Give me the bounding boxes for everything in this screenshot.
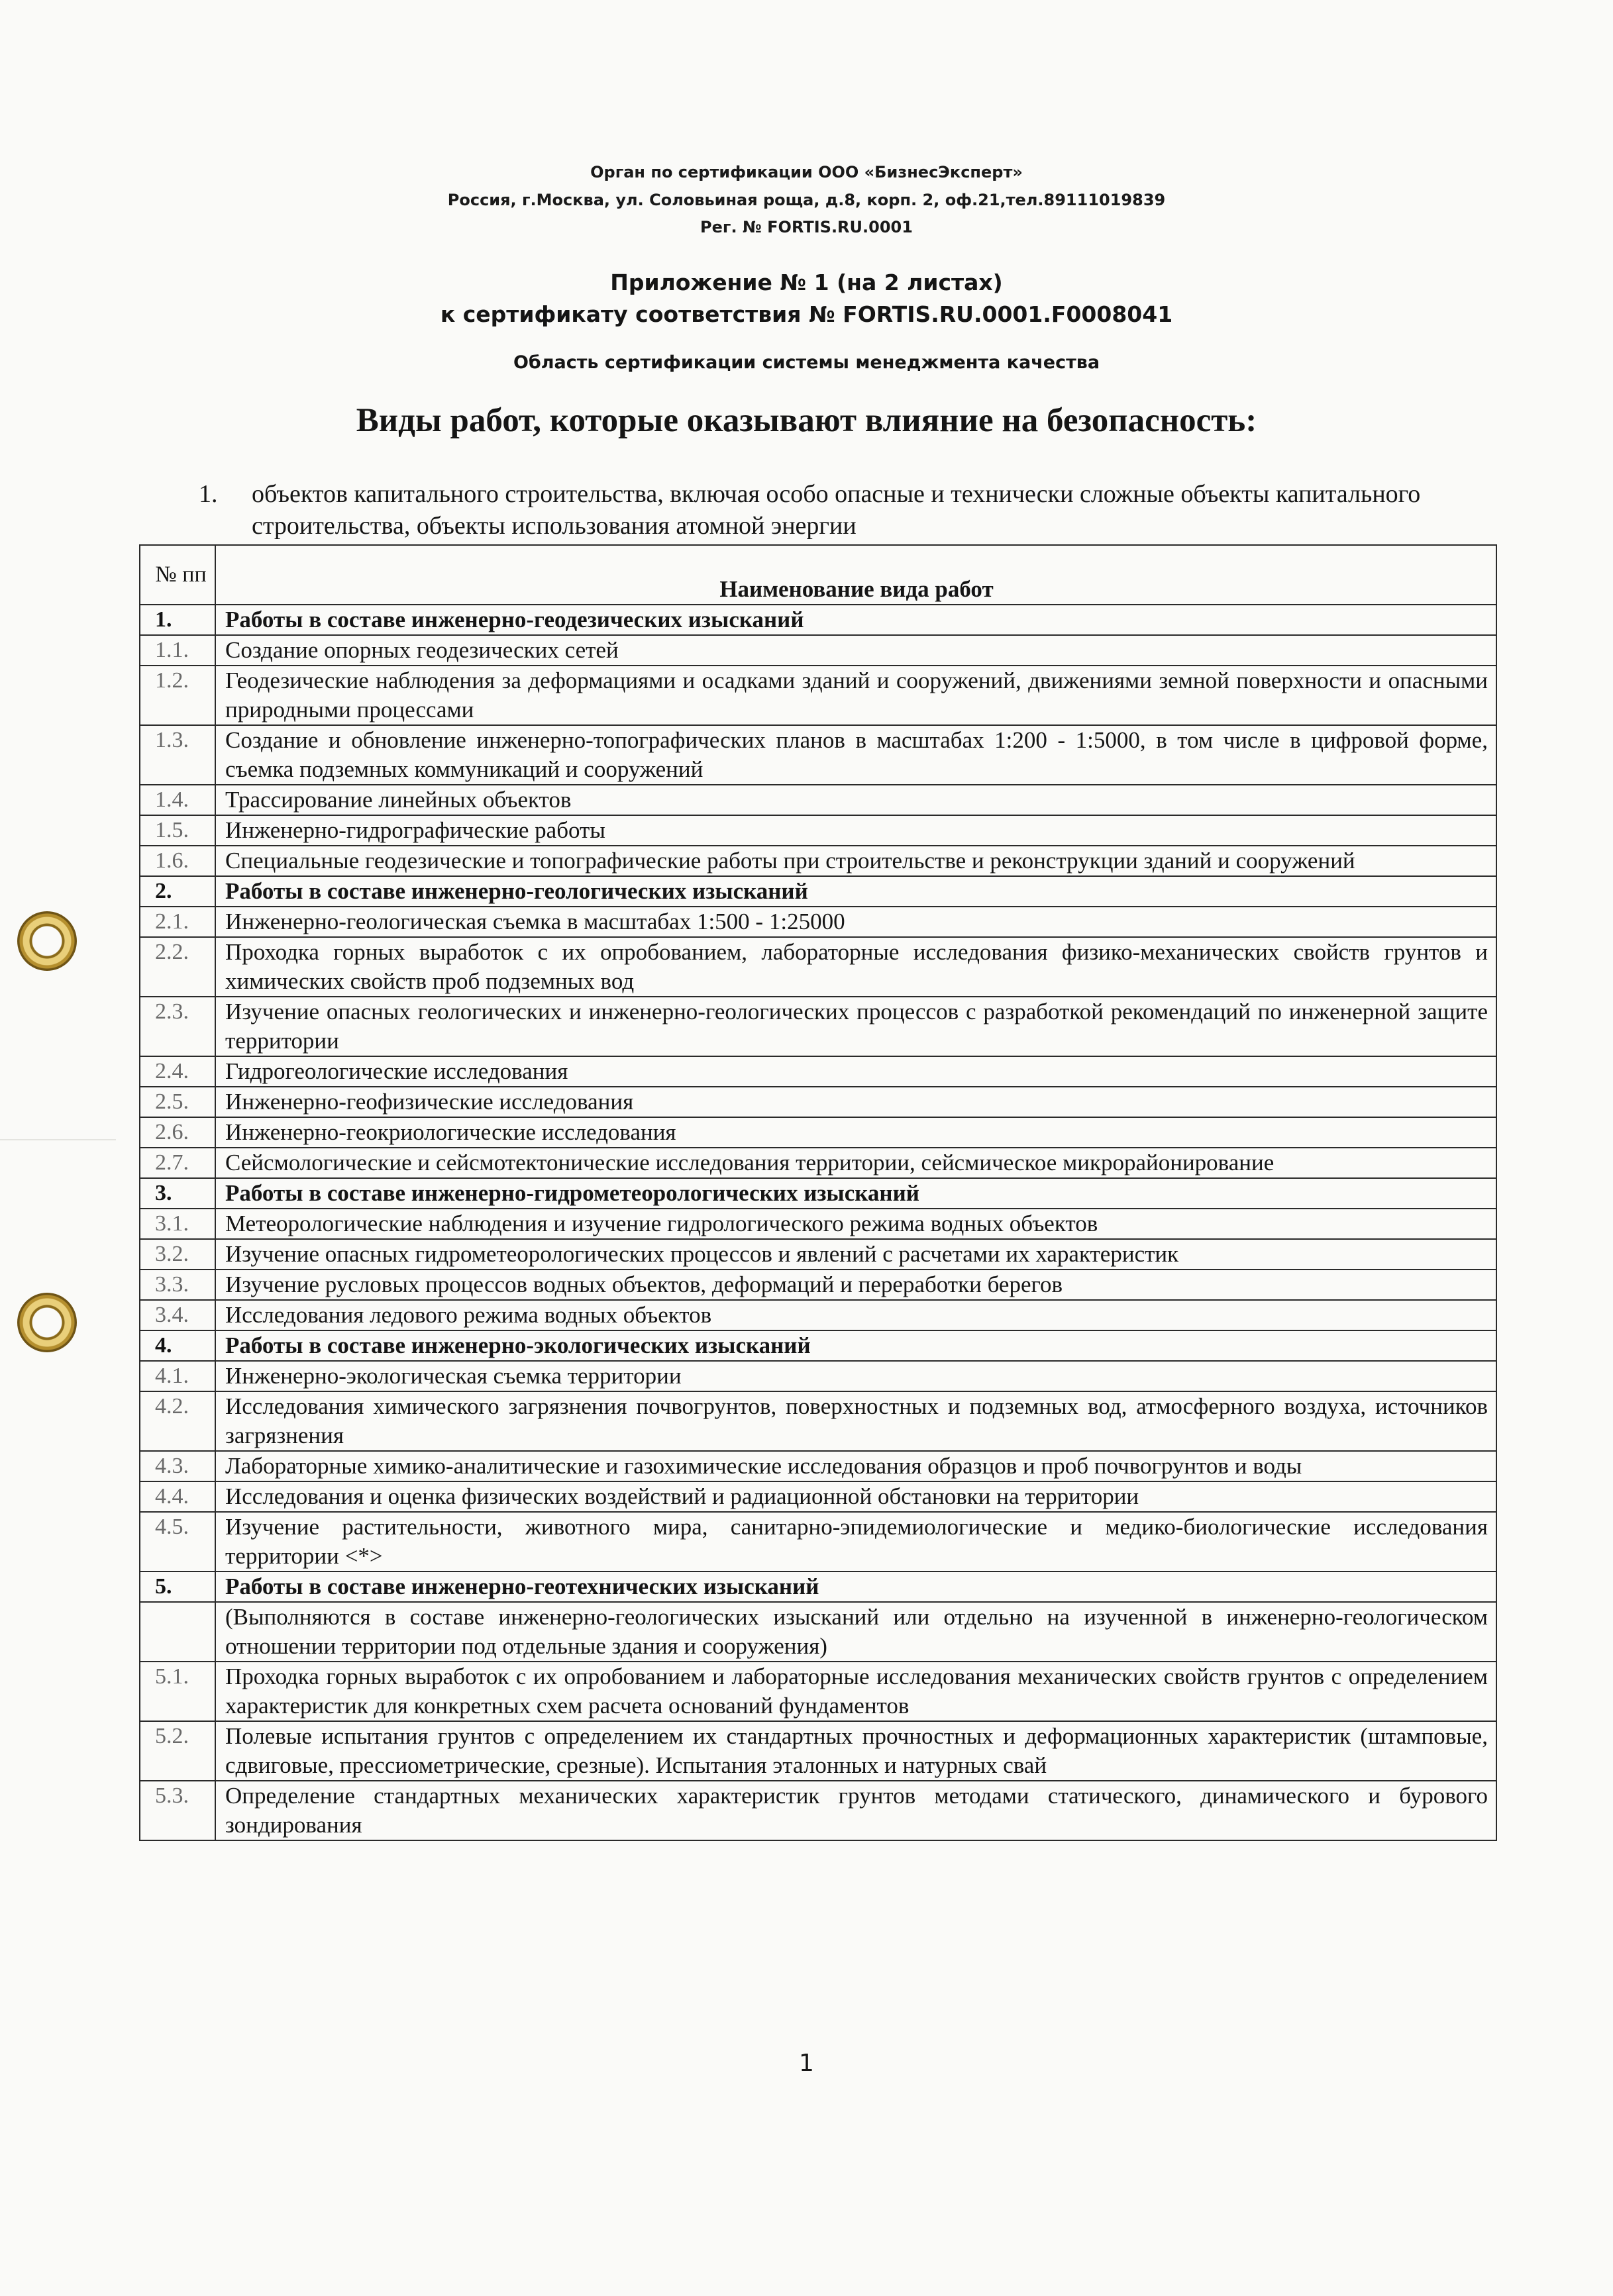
row-work-name: Инженерно-гидрографические работы — [215, 815, 1496, 846]
table-section-row — [140, 1330, 1496, 1361]
table-row — [140, 815, 1496, 846]
row-work-name: Специальные геодезические и топографические работы при строительстве и реконструкции зданий и сооружений — [215, 846, 1496, 876]
row-number: 3.1. — [140, 1209, 215, 1239]
row-number: 1.4. — [140, 785, 215, 815]
row-work-name: Инженерно-геокриологические исследования — [215, 1117, 1496, 1148]
row-work-name: Работы в составе инженерно-гидрометеорологических изысканий — [215, 1178, 1496, 1209]
row-number: 3.3. — [140, 1270, 215, 1300]
row-number: 1.2. — [140, 666, 215, 725]
row-number: 5. — [140, 1572, 215, 1602]
registration-number: Рег. № FORTIS.RU.0001 — [700, 218, 913, 236]
row-number: 4.3. — [140, 1451, 215, 1481]
row-number: 5.1. — [140, 1662, 215, 1721]
table-row — [140, 1148, 1496, 1178]
table-row — [140, 1270, 1496, 1300]
table-row — [140, 1481, 1496, 1512]
row-number: 4.2. — [140, 1391, 215, 1451]
certification-area-title: Область сертификации системы менеджмента качества — [513, 352, 1100, 373]
row-number: 2.5. — [140, 1087, 215, 1117]
row-work-name: Сейсмологические и сейсмотектонические исследования территории, сейсмическое микрорайонирование — [215, 1148, 1496, 1178]
table-header-row — [140, 545, 1496, 605]
list-item-text: объектов капитального строительства, включая особо опасные и технически сложные объекты капитального строительства, объекты использования атомной энергии — [252, 480, 1421, 540]
row-work-name: Определение стандартных механических характеристик грунтов методами статического, динамического и бурового зондирования — [215, 1781, 1496, 1840]
row-work-name: Инженерно-геологическая съемка в масштабах 1:500 - 1:25000 — [215, 907, 1496, 937]
row-work-name: Исследования и оценка физических воздействий и радиационной обстановки на территории — [215, 1481, 1496, 1512]
row-work-name: Изучение опасных геологических и инженерно-геологических процессов с разработкой рекомендаций по инженерной защите территории — [215, 997, 1496, 1056]
row-number: 3.2. — [140, 1239, 215, 1270]
table-row — [140, 1451, 1496, 1481]
row-number: 3.4. — [140, 1300, 215, 1330]
works-table — [139, 544, 1497, 1841]
row-work-name: Инженерно-геофизические исследования — [215, 1087, 1496, 1117]
page-number: 1 — [799, 2050, 814, 2077]
table-row — [140, 907, 1496, 937]
row-work-name: Трассирование линейных объектов — [215, 785, 1496, 815]
row-number: 2.2. — [140, 937, 215, 997]
row-work-name: Проходка горных выработок с их опробованием, лабораторные исследования физико-механических свойств грунтов и химических свойств проб подземных вод — [215, 937, 1496, 997]
row-number: 1.6. — [140, 846, 215, 876]
table-section-row — [140, 605, 1496, 635]
fold-line — [0, 1139, 116, 1140]
row-number: 2.3. — [140, 997, 215, 1056]
table-row — [140, 1721, 1496, 1781]
table-row — [140, 1087, 1496, 1117]
row-number: 2.6. — [140, 1117, 215, 1148]
row-number: 1.3. — [140, 725, 215, 785]
row-work-name: Исследования химического загрязнения почвогрунтов, поверхностных и подземных вод, атмосферного воздуха, источников загрязнения — [215, 1391, 1496, 1451]
row-work-name: Инженерно-экологическая съемка территории — [215, 1361, 1496, 1391]
row-work-name: Работы в составе инженерно-геологических изысканий — [215, 876, 1496, 907]
row-work-name: Геодезические наблюдения за деформациями и осадками зданий и сооружений, движениями земной поверхности и опасными природными процессами — [215, 666, 1496, 725]
row-work-name: Лабораторные химико-аналитические и газохимические исследования образцов и проб почвогрунтов и воды — [215, 1451, 1496, 1481]
row-work-name: Работы в составе инженерно-геодезических изысканий — [215, 605, 1496, 635]
row-number: 5.3. — [140, 1781, 215, 1840]
row-number: 4.1. — [140, 1361, 215, 1391]
row-number: 4.4. — [140, 1481, 215, 1512]
page-title: Виды работ, которые оказывают влияние на безопасность: — [356, 402, 1257, 439]
row-work-name: Изучение русловых процессов водных объектов, деформаций и переработки берегов — [215, 1270, 1496, 1300]
table-row — [140, 1056, 1496, 1087]
annex-certificate-ref: к сертификату соответствия № FORTIS.RU.0001.F0008041 — [440, 301, 1173, 327]
row-number: 4.5. — [140, 1512, 215, 1572]
column-header-number: № пп — [140, 545, 215, 605]
table-section-row — [140, 876, 1496, 907]
row-work-name: Гидрогеологические исследования — [215, 1056, 1496, 1087]
table-row — [140, 1300, 1496, 1330]
table-row — [140, 785, 1496, 815]
table-row — [140, 1781, 1496, 1840]
row-number: 3. — [140, 1178, 215, 1209]
row-work-name: Исследования ледового режима водных объектов — [215, 1300, 1496, 1330]
table-row — [140, 1117, 1496, 1148]
table-row — [140, 1361, 1496, 1391]
row-work-name: Изучение опасных гидрометеорологических процессов и явлений с расчетами их характеристик — [215, 1239, 1496, 1270]
table-row — [140, 1512, 1496, 1572]
list-item-number: 1. — [199, 480, 218, 508]
row-number: 4. — [140, 1330, 215, 1361]
annex-title: Приложение № 1 (на 2 листах) — [610, 270, 1003, 295]
row-number: 2.7. — [140, 1148, 215, 1178]
row-work-name: Работы в составе инженерно-геотехнических изысканий — [215, 1572, 1496, 1602]
row-number: 1.5. — [140, 815, 215, 846]
row-number: 1.1. — [140, 635, 215, 666]
row-work-name: (Выполняются в составе инженерно-геологических изысканий или отдельно на изученной в инженерно-геологическом отношении территории под отдельные здания и сооружения) — [215, 1602, 1496, 1662]
certification-body-name: Орган по сертификации ООО «БизнесЭксперт» — [590, 163, 1023, 181]
row-work-name: Метеорологические наблюдения и изучение гидрологического режима водных объектов — [215, 1209, 1496, 1239]
row-work-name: Проходка горных выработок с их опробованием и лабораторные исследования механических свойств грунтов с определением характеристик для конкретных схем расчета оснований фундаментов — [215, 1662, 1496, 1721]
table-row — [140, 937, 1496, 997]
certification-body-address: Россия, г.Москва, ул. Соловьиная роща, д.8, корп. 2, оф.21,тел.89111019839 — [447, 191, 1166, 209]
table-row — [140, 635, 1496, 666]
table-row — [140, 1209, 1496, 1239]
row-number: 2.1. — [140, 907, 215, 937]
table-row — [140, 1239, 1496, 1270]
column-header-name: Наименование вида работ — [215, 545, 1496, 605]
table-row — [140, 1662, 1496, 1721]
row-work-name: Создание опорных геодезических сетей — [215, 635, 1496, 666]
binding-grommet — [17, 911, 77, 971]
binding-grommet — [17, 1293, 77, 1352]
row-work-name: Создание и обновление инженерно-топографических планов в масштабах 1:200 - 1:5000, в том числе в цифровой форме, съемка подземных коммуникаций и сооружений — [215, 725, 1496, 785]
row-work-name: Работы в составе инженерно-экологических изысканий — [215, 1330, 1496, 1361]
table-row — [140, 1391, 1496, 1451]
row-work-name: Изучение растительности, животного мира, санитарно-эпидемиологические и медико-биологические исследования территории <*> — [215, 1512, 1496, 1572]
row-number: 5.2. — [140, 1721, 215, 1781]
table-row — [140, 1602, 1496, 1662]
row-number: 2.4. — [140, 1056, 215, 1087]
table-row — [140, 846, 1496, 876]
row-number — [140, 1602, 215, 1662]
table-row — [140, 725, 1496, 785]
row-work-name: Полевые испытания грунтов с определением их стандартных прочностных и деформационных характеристик (штамповые, сдвиговые, прессиометрические, срезные). Испытания эталонных и натурных свай — [215, 1721, 1496, 1781]
table-row — [140, 666, 1496, 725]
row-number: 2. — [140, 876, 215, 907]
row-number: 1. — [140, 605, 215, 635]
table-section-row — [140, 1178, 1496, 1209]
table-row — [140, 997, 1496, 1056]
table-section-row — [140, 1572, 1496, 1602]
